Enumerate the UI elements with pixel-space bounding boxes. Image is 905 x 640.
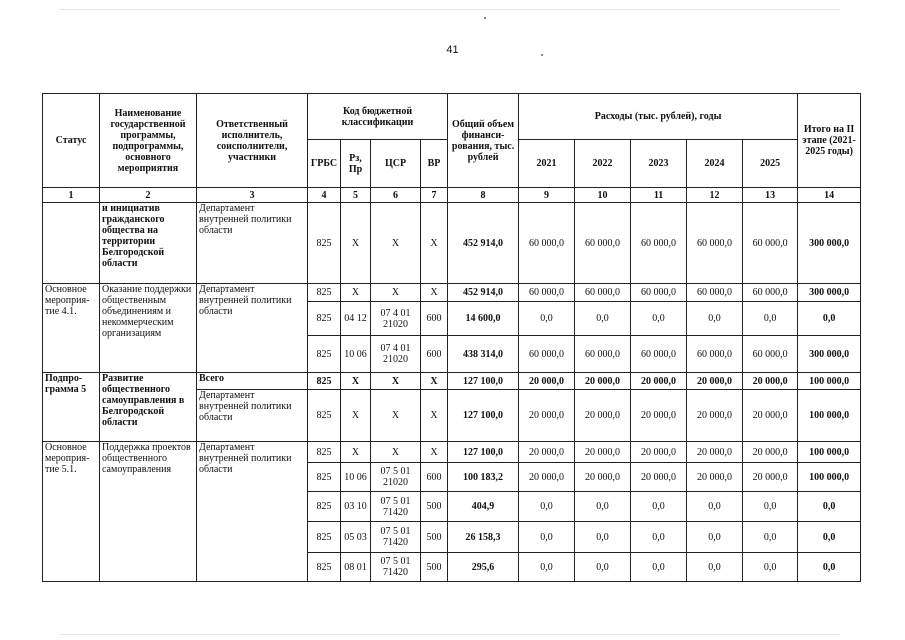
year-cell: 60 000,0 xyxy=(519,336,575,373)
header-program-name: Наименование государственной программы, подпрограммы, основного мероприятия xyxy=(100,94,197,188)
header-year-2023: 2023 xyxy=(631,140,687,188)
vr-cell: X xyxy=(421,203,448,284)
executor-cell: Всего xyxy=(197,373,308,390)
year-cell: 0,0 xyxy=(575,553,631,582)
grbs-cell: 825 xyxy=(308,442,341,463)
header-year-2022: 2022 xyxy=(575,140,631,188)
csr-cell: X xyxy=(371,203,421,284)
total-cell: 438 314,0 xyxy=(448,336,519,373)
table-row xyxy=(43,203,861,284)
rz-cell: 05 03 xyxy=(341,522,371,553)
year-cell: 0,0 xyxy=(687,302,743,336)
header-executor: Ответственный исполнитель, соисполнители, участники xyxy=(197,94,308,188)
program-name-cell: Развитие общественного самоуправления в Белгородской области xyxy=(100,373,197,442)
status-cell xyxy=(43,203,100,284)
vr-cell: 500 xyxy=(421,522,448,553)
year-cell: 20 000,0 xyxy=(687,373,743,390)
year-cell: 0,0 xyxy=(575,522,631,553)
scan-mark-bottom xyxy=(60,634,840,635)
csr-cell: X xyxy=(371,373,421,390)
year-cell: 20 000,0 xyxy=(631,442,687,463)
table-row xyxy=(43,284,861,302)
col-num: 11 xyxy=(631,188,687,203)
year-cell: 60 000,0 xyxy=(631,284,687,302)
header-status: Статус xyxy=(43,94,100,188)
header-budget-code: Код бюджетной классификации xyxy=(308,94,448,140)
year-cell: 20 000,0 xyxy=(519,442,575,463)
grbs-cell: 825 xyxy=(308,203,341,284)
year-cell: 0,0 xyxy=(687,522,743,553)
grbs-cell: 825 xyxy=(308,373,341,390)
page-number: 41 xyxy=(446,44,459,56)
sum-cell: 0,0 xyxy=(798,492,861,522)
year-cell: 60 000,0 xyxy=(687,284,743,302)
program-name-cell: и инициатив гражданского общества на территории Белгородской области xyxy=(100,203,197,284)
col-num: 3 xyxy=(197,188,308,203)
status-cell: Основное мероприя-тие 5.1. xyxy=(43,442,100,582)
header-year-2021: 2021 xyxy=(519,140,575,188)
year-cell: 0,0 xyxy=(631,302,687,336)
csr-cell: 07 5 01 71420 xyxy=(371,492,421,522)
year-cell: 60 000,0 xyxy=(631,203,687,284)
total-cell: 127 100,0 xyxy=(448,390,519,442)
year-cell: 0,0 xyxy=(631,522,687,553)
year-cell: 20 000,0 xyxy=(575,373,631,390)
vr-cell: 500 xyxy=(421,492,448,522)
year-cell: 20 000,0 xyxy=(743,373,798,390)
rz-cell: 10 06 xyxy=(341,463,371,492)
grbs-cell: 825 xyxy=(308,553,341,582)
year-cell: 20 000,0 xyxy=(743,442,798,463)
grbs-cell: 825 xyxy=(308,336,341,373)
year-cell: 20 000,0 xyxy=(519,390,575,442)
csr-cell: X xyxy=(371,284,421,302)
year-cell: 0,0 xyxy=(743,553,798,582)
rz-cell: X xyxy=(341,203,371,284)
scan-dot xyxy=(484,17,486,19)
header-year-2025: 2025 xyxy=(743,140,798,188)
year-cell: 20 000,0 xyxy=(519,373,575,390)
col-num: 5 xyxy=(341,188,371,203)
year-cell: 0,0 xyxy=(743,492,798,522)
sum-cell: 100 000,0 xyxy=(798,463,861,492)
total-cell: 404,9 xyxy=(448,492,519,522)
program-name-cell: Поддержка проектов общественного самоуправления xyxy=(100,442,197,582)
year-cell: 60 000,0 xyxy=(687,336,743,373)
csr-cell: X xyxy=(371,442,421,463)
sum-cell: 300 000,0 xyxy=(798,203,861,284)
col-num: 4 xyxy=(308,188,341,203)
vr-cell: 600 xyxy=(421,336,448,373)
total-cell: 127 100,0 xyxy=(448,442,519,463)
year-cell: 0,0 xyxy=(519,553,575,582)
budget-table xyxy=(42,93,861,582)
year-cell: 0,0 xyxy=(519,492,575,522)
header-stage-total: Итого на II этапе (2021-2025 годы) xyxy=(798,94,861,188)
vr-cell: X xyxy=(421,284,448,302)
total-cell: 100 183,2 xyxy=(448,463,519,492)
grbs-cell: 825 xyxy=(308,463,341,492)
year-cell: 0,0 xyxy=(743,302,798,336)
vr-cell: X xyxy=(421,373,448,390)
year-cell: 60 000,0 xyxy=(631,336,687,373)
year-cell: 0,0 xyxy=(687,553,743,582)
year-cell: 60 000,0 xyxy=(575,203,631,284)
executor-cell: Департамент внутренней политики области xyxy=(197,390,308,442)
sum-cell: 0,0 xyxy=(798,302,861,336)
year-cell: 60 000,0 xyxy=(743,203,798,284)
status-cell: Подпро-грамма 5 xyxy=(43,373,100,442)
col-num: 1 xyxy=(43,188,100,203)
year-cell: 0,0 xyxy=(743,522,798,553)
executor-cell: Департамент внутренней политики области xyxy=(197,442,308,582)
vr-cell: X xyxy=(421,442,448,463)
year-cell: 0,0 xyxy=(631,553,687,582)
year-cell: 60 000,0 xyxy=(687,203,743,284)
year-cell: 20 000,0 xyxy=(575,463,631,492)
csr-cell: 07 5 01 21020 xyxy=(371,463,421,492)
vr-cell: 600 xyxy=(421,302,448,336)
vr-cell: 500 xyxy=(421,553,448,582)
year-cell: 0,0 xyxy=(519,522,575,553)
year-cell: 20 000,0 xyxy=(575,442,631,463)
executor-cell: Департамент внутренней политики области xyxy=(197,203,308,284)
total-cell: 14 600,0 xyxy=(448,302,519,336)
year-cell: 20 000,0 xyxy=(631,373,687,390)
year-cell: 60 000,0 xyxy=(519,203,575,284)
grbs-cell: 825 xyxy=(308,390,341,442)
grbs-cell: 825 xyxy=(308,492,341,522)
year-cell: 60 000,0 xyxy=(743,284,798,302)
col-num: 2 xyxy=(100,188,197,203)
csr-cell: 07 5 01 71420 xyxy=(371,553,421,582)
sum-cell: 0,0 xyxy=(798,522,861,553)
csr-cell: 07 4 01 21020 xyxy=(371,336,421,373)
rz-cell: 03 10 xyxy=(341,492,371,522)
rz-cell: 08 01 xyxy=(341,553,371,582)
grbs-cell: 825 xyxy=(308,522,341,553)
rz-cell: X xyxy=(341,284,371,302)
year-cell: 20 000,0 xyxy=(687,442,743,463)
year-cell: 60 000,0 xyxy=(743,336,798,373)
year-cell: 20 000,0 xyxy=(687,390,743,442)
year-cell: 0,0 xyxy=(687,492,743,522)
year-cell: 0,0 xyxy=(519,302,575,336)
csr-cell: X xyxy=(371,390,421,442)
status-cell: Основное мероприя-тие 4.1. xyxy=(43,284,100,373)
sum-cell: 0,0 xyxy=(798,553,861,582)
sum-cell: 100 000,0 xyxy=(798,390,861,442)
header-csr: ЦСР xyxy=(371,140,421,188)
col-num: 8 xyxy=(448,188,519,203)
year-cell: 0,0 xyxy=(575,302,631,336)
year-cell: 20 000,0 xyxy=(743,390,798,442)
header-vr: ВР xyxy=(421,140,448,188)
col-num: 7 xyxy=(421,188,448,203)
col-num: 13 xyxy=(743,188,798,203)
vr-cell: 600 xyxy=(421,463,448,492)
col-num: 12 xyxy=(687,188,743,203)
header-expenses: Расходы (тыс. рублей), годы xyxy=(519,94,798,140)
year-cell: 60 000,0 xyxy=(519,284,575,302)
year-cell: 20 000,0 xyxy=(519,463,575,492)
executor-cell: Департамент внутренней политики области xyxy=(197,284,308,373)
year-cell: 20 000,0 xyxy=(743,463,798,492)
rz-cell: X xyxy=(341,442,371,463)
rz-cell: 04 12 xyxy=(341,302,371,336)
header-rz-pr: Рз, Пр xyxy=(341,140,371,188)
sum-cell: 300 000,0 xyxy=(798,284,861,302)
year-cell: 20 000,0 xyxy=(631,463,687,492)
total-cell: 452 914,0 xyxy=(448,284,519,302)
header-total-volume: Общий объем финанси-рования, тыс. рублей xyxy=(448,94,519,188)
table-row xyxy=(43,442,861,463)
csr-cell: 07 4 01 21020 xyxy=(371,302,421,336)
rz-cell: 10 06 xyxy=(341,336,371,373)
col-num: 14 xyxy=(798,188,861,203)
total-cell: 127 100,0 xyxy=(448,373,519,390)
year-cell: 20 000,0 xyxy=(575,390,631,442)
rz-cell: X xyxy=(341,373,371,390)
col-num: 6 xyxy=(371,188,421,203)
col-num: 10 xyxy=(575,188,631,203)
total-cell: 452 914,0 xyxy=(448,203,519,284)
sum-cell: 100 000,0 xyxy=(798,442,861,463)
year-cell: 0,0 xyxy=(631,492,687,522)
sum-cell: 100 000,0 xyxy=(798,373,861,390)
column-number-row xyxy=(43,188,861,203)
col-num: 9 xyxy=(519,188,575,203)
program-name-cell: Оказание поддержки общественным объединениям и некоммерческим организациям xyxy=(100,284,197,373)
grbs-cell: 825 xyxy=(308,284,341,302)
csr-cell: 07 5 01 71420 xyxy=(371,522,421,553)
vr-cell: X xyxy=(421,390,448,442)
year-cell: 60 000,0 xyxy=(575,284,631,302)
scan-mark-top xyxy=(60,9,840,10)
header-year-2024: 2024 xyxy=(687,140,743,188)
year-cell: 60 000,0 xyxy=(575,336,631,373)
grbs-cell: 825 xyxy=(308,302,341,336)
total-cell: 26 158,3 xyxy=(448,522,519,553)
rz-cell: X xyxy=(341,390,371,442)
sum-cell: 300 000,0 xyxy=(798,336,861,373)
year-cell: 0,0 xyxy=(575,492,631,522)
table-row xyxy=(43,373,861,390)
year-cell: 20 000,0 xyxy=(687,463,743,492)
header-grbs: ГРБС xyxy=(308,140,341,188)
total-cell: 295,6 xyxy=(448,553,519,582)
year-cell: 20 000,0 xyxy=(631,390,687,442)
